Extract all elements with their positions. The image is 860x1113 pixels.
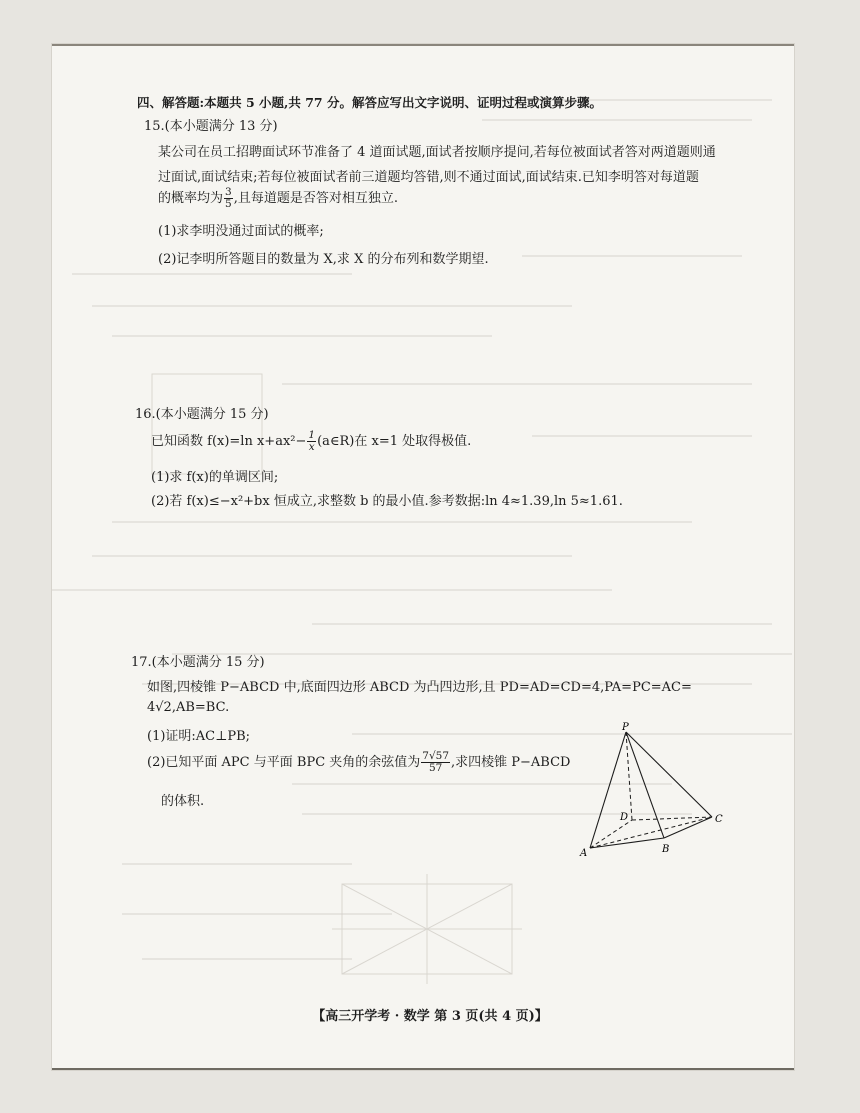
q17-part2-end: 的体积.: [161, 794, 205, 809]
q17-text-line2: 4√2,AB=BC.: [147, 700, 230, 715]
q16-part1: (1)求 f(x)的单调区间;: [151, 470, 279, 485]
q15-part1: (1)求李明没通过面试的概率;: [158, 224, 324, 239]
q17-part2-pre: (2)已知平面 APC 与平面 BPC 夹角的余弦值为: [147, 755, 421, 770]
q17-part2-post: ,求四棱锥 P−ABCD: [451, 755, 571, 770]
q15-prob-denominator: 5: [225, 198, 232, 210]
q15-number: 15.(本小题满分 13 分): [144, 119, 278, 134]
q15-text-line1: 某公司在员工招聘面试环节准备了 4 道面试题,面试者按顺序提问,若每位被面试者答对两道题则通: [158, 145, 716, 160]
vertex-label-A: A: [580, 848, 588, 859]
edge-PC: [626, 732, 712, 817]
q17-part1: (1)证明:AC⊥PB;: [147, 729, 251, 744]
q17-text-line1: 如图,四棱锥 P−ABCD 中,底面四边形 ABCD 为凸四边形,且 PD=AD=CD=4,PA=PC=AC=: [147, 680, 692, 695]
q16-number: 16.(本小题满分 15 分): [135, 407, 269, 422]
q15-text-line2: 过面试,面试结束;若每位被面试者前三道题均答错,则不通过面试,面试结束.已知李明答对每道题: [158, 170, 699, 185]
vertex-label-P: P: [622, 722, 629, 733]
q16-frac-denominator: x: [308, 441, 315, 453]
diagonal-AC-hidden: [590, 817, 712, 848]
q17-part2: [147, 751, 570, 774]
edge-AB: [590, 838, 664, 848]
edge-BC: [664, 817, 712, 838]
q16-line1-post: (a∈R)在 x=1 处取得极值.: [317, 434, 472, 449]
q16-frac-numerator: 1: [308, 429, 316, 441]
q15-part2: (2)记李明所答题目的数量为 X,求 X 的分布列和数学期望.: [158, 252, 489, 267]
q17-cos-numerator: 7√57: [422, 750, 450, 762]
q17-cosine-fraction: [421, 751, 450, 774]
q16-line1-pre: 已知函数 f(x)=ln x+ax²−: [151, 434, 307, 449]
edge-PB: [626, 732, 664, 838]
vertex-label-B: B: [662, 844, 670, 855]
q16-part2: (2)若 f(x)≤−x²+bx 恒成立,求整数 b 的最小值.参考数据:ln 4≈1.39,ln 5≈1.61.: [151, 494, 623, 509]
page-footer: 【高三开学考 · 数学 第 3 页(共 4 页)】: [312, 1009, 548, 1024]
edge-PA: [590, 732, 629, 848]
q17-cos-denominator: 57: [428, 762, 443, 774]
q16-text-line1: [151, 430, 471, 453]
pyramid-figure: [570, 720, 730, 860]
section-heading: 四、解答题:本题共 5 小题,共 77 分。解答应写出文字说明、证明过程或演算步骤。: [137, 95, 602, 110]
q17-number: 17.(本小题满分 15 分): [131, 655, 265, 670]
q15-line3-post: ,且每道题是否答对相互独立.: [233, 191, 398, 206]
q16-fraction: [307, 430, 316, 453]
vertex-label-C: C: [715, 814, 723, 825]
edge-AD-hidden: [590, 820, 632, 848]
q15-line3-pre: 的概率均为: [158, 191, 224, 206]
vertex-label-D: D: [620, 812, 629, 823]
q15-probability-fraction: [224, 187, 233, 210]
q15-prob-numerator: 3: [225, 186, 232, 198]
q15-text-line3: [158, 187, 398, 210]
